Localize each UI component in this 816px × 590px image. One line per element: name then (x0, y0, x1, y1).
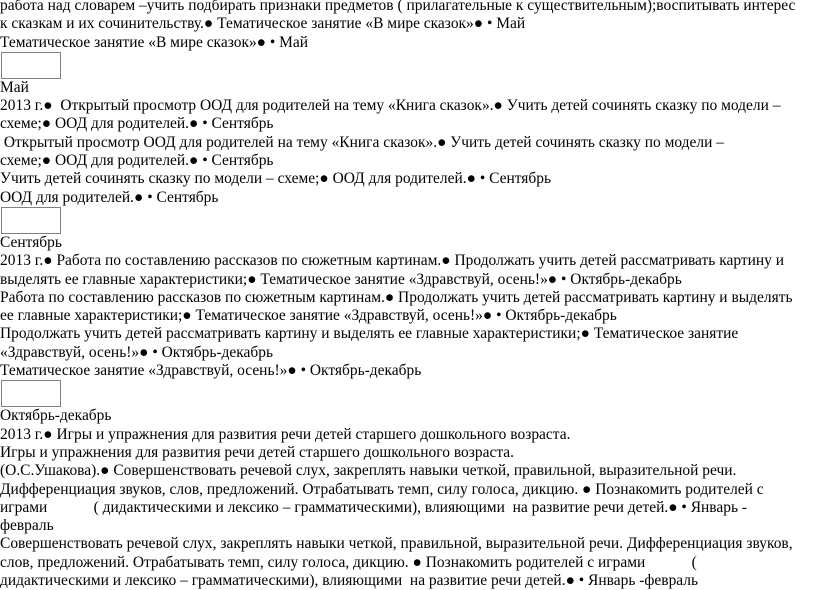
text-line: слов, предложений. Отрабатывать темп, силу голоса, дикцию. ● Познакомить родителей с играми ( (0, 553, 697, 571)
text-line: Тематическое занятие «Здравствуй, осень!»● • Октябрь-декабрь (0, 362, 422, 380)
text-line: работа над словарем –учить подбирать признаки предметов ( прилагательные к существительным);воспитывать интерес (0, 0, 796, 14)
text-line: «Здравствуй, осень!»● • Октябрь-декабрь (0, 343, 274, 361)
text-line: схеме;● ООД для родителей.● • Сентябрь (0, 152, 274, 170)
text-line: Открытый просмотр ООД для родителей на тему «Книга сказок».● Учить детей сочинять сказку по модели – (0, 133, 725, 151)
text-line: Учить детей сочинять сказку по модели – схеме;● ООД для родителей.● • Сентябрь (0, 170, 552, 188)
text-line: Сентябрь (0, 233, 62, 251)
text-line: Совершенствовать речевой слух, закреплять навыки четкой, правильной, выразительной речи. Дифференциация звуков, (0, 535, 793, 553)
text-line: 2013 г.● Работа по составлению рассказов по сюжетным картинам.● Продолжать учить детей рассматривать картину и (0, 252, 785, 270)
text-line: играми ( дидактическими и лексико – грамматическими), влияющими на развитие речи детей.● • Январь - (0, 498, 748, 516)
text-line: 2013 г.● Открытый просмотр ООД для родителей на тему «Книга сказок».● Учить детей сочинять сказку по модели – (0, 97, 781, 115)
text-line: Игры и упражнения для развития речи детей старшего дошкольного возраста. (0, 443, 514, 461)
text-line: к сказкам и их сочинительству.● Тематическое занятие «В мире сказок»● • Май (0, 15, 526, 33)
text-line: ее главные характеристики;● Тематическое занятие «Здравствуй, осень!»● • Октябрь-декабрь (0, 307, 617, 325)
empty-table-cell (1, 207, 61, 234)
text-line: Работа по составлению рассказов по сюжетным картинам.● Продолжать учить детей рассматривать картину и выделять (0, 288, 793, 306)
text-line: Тематическое занятие «В мире сказок»● • Май (0, 33, 309, 51)
text-line: выделять ее главные характеристики;● Тематическое занятие «Здравствуй, осень!»● • Октябрь-декабрь (0, 270, 682, 288)
text-line: Дифференциация звуков, слов, предложений. Отрабатывать темп, силу голоса, дикцию. ● Познакомить родителей с (0, 480, 764, 498)
text-line: дидактическими и лексико – грамматическими), влияющими на развитие речи детей.● • Январь -февраль (0, 572, 699, 590)
text-line: Октябрь-декабрь (0, 407, 112, 425)
text-line: 2013 г.● Игры и упражнения для развития речи детей старшего дошкольного возраста. (0, 425, 571, 443)
text-line: Продолжать учить детей рассматривать картину и выделять ее главные характеристики;● Тематическое занятие (0, 325, 739, 343)
empty-table-cell (1, 380, 61, 407)
text-line: февраль (0, 517, 54, 535)
text-line: (О.С.Ушакова).● Совершенствовать речевой слух, закреплять навыки четкой, правильной, выразительной речи. (0, 462, 737, 480)
text-line: Май (0, 78, 29, 96)
empty-table-cell (1, 52, 61, 79)
text-line: ООД для родителей.● • Сентябрь (0, 188, 219, 206)
text-line: схеме;● ООД для родителей.● • Сентябрь (0, 115, 274, 133)
